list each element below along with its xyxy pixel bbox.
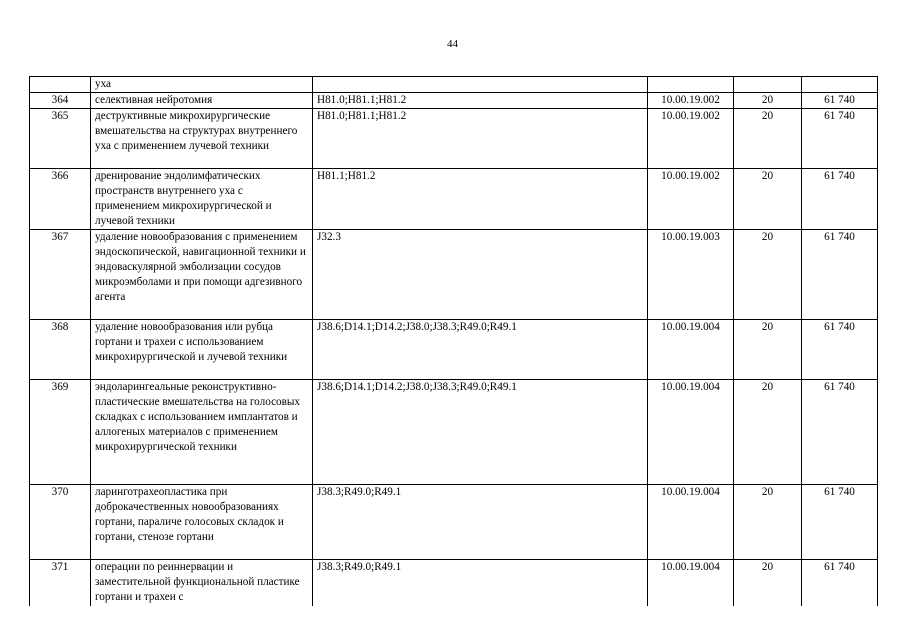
procedure-description: операции по реиннервации и заместительной функциональной пластике гортани и трахеи с	[91, 560, 313, 606]
service-code: 10.00.19.004	[648, 380, 734, 485]
row-number: 365	[30, 109, 91, 169]
service-code: 10.00.19.004	[648, 560, 734, 606]
icd-codes: J38.6;D14.1;D14.2;J38.0;J38.3;R49.0;R49.1	[313, 320, 648, 380]
row-number: 369	[30, 380, 91, 485]
service-code	[648, 77, 734, 93]
rate-value: 20	[734, 230, 802, 320]
procedure-description: удаление новообразования или рубца гортани и трахеи с использованием микрохирургической и лучевой техники	[91, 320, 313, 380]
price-value: 61 740	[802, 93, 878, 109]
icd-codes: H81.0;H81.1;H81.2	[313, 93, 648, 109]
rate-value: 20	[734, 109, 802, 169]
rate-value: 20	[734, 320, 802, 380]
rate-value: 20	[734, 485, 802, 560]
table-row	[30, 93, 878, 109]
procedure-description: уха	[91, 77, 313, 93]
price-value: 61 740	[802, 380, 878, 485]
icd-codes: H81.0;H81.1;H81.2	[313, 109, 648, 169]
price-value: 61 740	[802, 320, 878, 380]
icd-codes: J38.3;R49.0;R49.1	[313, 485, 648, 560]
table-row	[30, 77, 878, 93]
procedures-table	[29, 76, 878, 606]
icd-codes: J32.3	[313, 230, 648, 320]
icd-codes: J38.6;D14.1;D14.2;J38.0;J38.3;R49.0;R49.1	[313, 380, 648, 485]
row-number: 368	[30, 320, 91, 380]
service-code: 10.00.19.002	[648, 93, 734, 109]
price-value: 61 740	[802, 109, 878, 169]
table-row	[30, 560, 878, 606]
rate-value: 20	[734, 560, 802, 606]
procedure-description: селективная нейротомия	[91, 93, 313, 109]
price-value: 61 740	[802, 169, 878, 230]
row-number: 371	[30, 560, 91, 606]
service-code: 10.00.19.002	[648, 109, 734, 169]
procedure-description: деструктивные микрохирургические вмешательства на структурах внутреннего уха с применением лучевой техники	[91, 109, 313, 169]
rate-value: 20	[734, 380, 802, 485]
procedure-description: удаление новообразования с применением эндоскопической, навигационной техники и эндоваскулярной эмболизации сосудов микроэмболами и при помощи адгезивного агента	[91, 230, 313, 320]
row-number: 364	[30, 93, 91, 109]
rate-value: 20	[734, 93, 802, 109]
procedure-description: дренирование эндолимфатических пространств внутреннего уха с применением микрохирургической и лучевой техники	[91, 169, 313, 230]
table-row	[30, 169, 878, 230]
row-number: 370	[30, 485, 91, 560]
table-row	[30, 230, 878, 320]
service-code: 10.00.19.004	[648, 485, 734, 560]
icd-codes: H81.1;H81.2	[313, 169, 648, 230]
service-code: 10.00.19.003	[648, 230, 734, 320]
price-value: 61 740	[802, 485, 878, 560]
rate-value	[734, 77, 802, 93]
row-number: 366	[30, 169, 91, 230]
rate-value: 20	[734, 169, 802, 230]
row-number	[30, 77, 91, 93]
price-value: 61 740	[802, 560, 878, 606]
table-row	[30, 320, 878, 380]
service-code: 10.00.19.002	[648, 169, 734, 230]
price-value: 61 740	[802, 230, 878, 320]
table-row	[30, 485, 878, 560]
row-number: 367	[30, 230, 91, 320]
icd-codes: J38.3;R49.0;R49.1	[313, 560, 648, 606]
page-number: 44	[447, 38, 458, 50]
service-code: 10.00.19.004	[648, 320, 734, 380]
price-value	[802, 77, 878, 93]
table-row	[30, 380, 878, 485]
table-row	[30, 109, 878, 169]
icd-codes	[313, 77, 648, 93]
procedure-description: ларинготрахеопластика при доброкачественных новообразованиях гортани, параличе голосовых складок и гортани, стенозе гортани	[91, 485, 313, 560]
procedure-description: эндоларингеальные реконструктивно-пластические вмешательства на голосовых складках с использованием имплантатов и аллогеных материалов с применением микрохирургической техники	[91, 380, 313, 485]
